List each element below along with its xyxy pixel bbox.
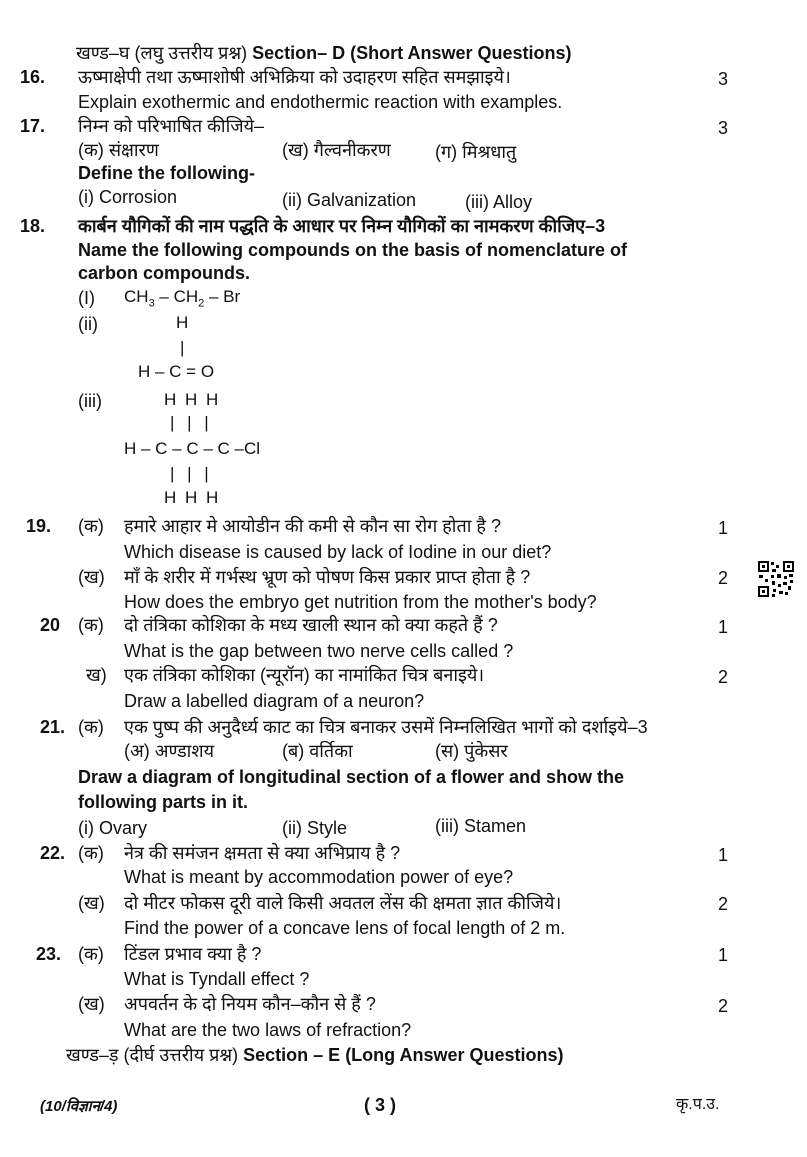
question-17-marks: 3 xyxy=(717,118,728,138)
question-16-number: 16. xyxy=(20,67,46,87)
question-21-english-option-c: (iii) Stamen xyxy=(435,816,527,836)
question-23b-label: (ख) xyxy=(78,994,105,1014)
section-d-heading: खण्ड–घ (लघु उत्तरीय प्रश्न) Section– D (Short Answer Questions) xyxy=(76,43,572,63)
question-21-english-line2: following parts in it. xyxy=(78,792,248,812)
question-21a-label: (क) xyxy=(78,717,104,737)
question-21-english-option-a: (i) Ovary xyxy=(78,818,147,838)
question-22b-english: Find the power of a concave lens of focal length of 2 m. xyxy=(124,918,566,938)
footer-paper-code: (10/विज्ञान/4) xyxy=(40,1098,118,1115)
question-20b-english: Draw a labelled diagram of a neuron? xyxy=(124,691,425,711)
question-22-number: 22. xyxy=(40,843,66,863)
compound-2-bond: | xyxy=(180,338,185,357)
compound-1-formula: $CH_3 - CH_2$ – Br xyxy=(124,287,241,310)
question-18-english-line1: Name the following compounds on the basis of nomenclature of xyxy=(78,240,628,260)
question-17-hindi-option-c: (ग) मिश्रधातु xyxy=(435,142,517,162)
question-18-number: 18. xyxy=(20,216,46,236)
question-16-english: Explain exothermic and endothermic reaction with examples. xyxy=(78,92,563,112)
question-17-hindi-option-a: (क) संक्षारण xyxy=(78,140,159,160)
question-20a-english: What is the gap between two nerve cells called ? xyxy=(124,641,514,661)
question-21-hindi-option-b: (ब) वर्तिका xyxy=(282,741,353,761)
question-18-part-iii-label: (iii) xyxy=(78,391,102,411)
question-20b-hindi: एक तंत्रिका कोशिका (न्यूरॉन) का नामांकित चित्र बनाइये। xyxy=(124,665,485,685)
question-22a-marks: 1 xyxy=(717,845,728,865)
question-17-english-option-a: (i) Corrosion xyxy=(78,187,178,207)
compound-2-row: H – C = O xyxy=(138,362,215,381)
section-e-heading: खण्ड–ड़ (दीर्घ उत्तरीय प्रश्न) Section – E (Long Answer Questions) xyxy=(66,1045,564,1065)
question-20a-label: (क) xyxy=(78,615,104,635)
question-21-hindi-option-a: (अ) अण्डाशय xyxy=(124,741,215,761)
compound-3-bottom-h: H H H xyxy=(164,488,219,507)
question-22a-hindi: नेत्र की समंजन क्षमता से क्या अभिप्राय है ? xyxy=(124,843,401,863)
question-23a-english: What is Tyndall effect ? xyxy=(124,969,310,989)
question-19a-english: Which disease is caused by lack of Iodine in our diet? xyxy=(124,542,552,562)
compound-3-top-h: H H H xyxy=(164,390,219,409)
question-17-number: 17. xyxy=(20,116,46,136)
question-23a-hindi: टिंडल प्रभाव क्या है ? xyxy=(124,944,262,964)
question-19a-hindi: हमारे आहार मे आयोडीन की कमी से कौन सा रोग होता है ? xyxy=(124,516,501,536)
footer-pto: कृ.प.उ. xyxy=(676,1096,720,1113)
question-23-number: 23. xyxy=(36,944,62,964)
question-21-hindi-option-c: (स) पुंकेसर xyxy=(435,741,508,761)
question-20b-label: ख) xyxy=(86,665,107,685)
question-17-hindi-option-b: (ख) गैल्वनीकरण xyxy=(282,140,391,160)
question-21-english-option-b: (ii) Style xyxy=(282,818,348,838)
question-21-number: 21. xyxy=(40,717,66,737)
question-23a-marks: 1 xyxy=(717,945,728,965)
question-19b-hindi: माँ के शरीर में गर्भस्थ भ्रूण को पोषण किस प्रकार प्राप्त होता है ? xyxy=(124,567,531,587)
question-17-english-option-c: (iii) Alloy xyxy=(465,192,533,212)
question-18-hindi: कार्बन यौगिकों की नाम पद्धति के आधार पर निम्न यौगिकों का नामकरण कीजिए–3 xyxy=(78,216,606,236)
question-18-english-line2: carbon compounds. xyxy=(78,263,251,283)
question-22b-hindi: दो मीटर फोकस दूरी वाले किसी अवतल लेंस की क्षमता ज्ञात कीजिये। xyxy=(124,893,562,913)
question-20a-marks: 1 xyxy=(717,617,728,637)
question-20-number: 20 xyxy=(40,615,61,635)
question-17-english: Define the following- xyxy=(78,163,255,183)
question-16-marks: 3 xyxy=(717,69,728,89)
question-19b-label: (ख) xyxy=(78,567,105,587)
question-23b-english: What are the two laws of refraction? xyxy=(124,1020,412,1040)
footer-page-number: ( 3 ) xyxy=(364,1095,397,1115)
question-23a-label: (क) xyxy=(78,944,104,964)
question-17-hindi: निम्न को परिभाषित कीजिये– xyxy=(78,116,265,136)
question-22b-marks: 2 xyxy=(717,894,728,914)
compound-3-row: H – C – C – C –Cl xyxy=(124,439,261,458)
question-21-hindi: एक पुष्प की अनुदैर्ध्य काट का चित्र बनाकर उसमें निम्नलिखित भागों को दर्शाइये–3 xyxy=(124,717,648,737)
question-20b-marks: 2 xyxy=(717,667,728,687)
question-23b-hindi: अपवर्तन के दो नियम कौन–कौन से हैं ? xyxy=(124,994,376,1014)
question-18-part-ii-label: (ii) xyxy=(78,314,98,334)
compound-2-top-h: H xyxy=(176,313,189,332)
question-20a-hindi: दो तंत्रिका कोशिका के मध्य खाली स्थान को क्या कहते हैं ? xyxy=(124,615,498,635)
question-19-number: 19. xyxy=(26,516,52,536)
question-23b-marks: 2 xyxy=(717,996,728,1016)
question-21-english-line1: Draw a diagram of longitudinal section of a flower and show the xyxy=(78,767,625,787)
question-17-english-option-b: (ii) Galvanization xyxy=(282,190,417,210)
question-18-part-i-label: (I) xyxy=(78,288,95,308)
compound-3-top-bonds: | | | xyxy=(170,413,209,432)
question-22a-english: What is meant by accommodation power of eye? xyxy=(124,867,514,887)
qr-code-image xyxy=(757,560,795,598)
question-19b-english: How does the embryo get nutrition from the mother's body? xyxy=(124,592,597,612)
question-16-hindi: ऊष्माक्षेपी तथा ऊष्माशोषी अभिक्रिया को उदाहरण सहित समझाइये। xyxy=(78,67,511,87)
question-22b-label: (ख) xyxy=(78,893,105,913)
question-19b-marks: 2 xyxy=(717,568,728,588)
question-19a-label: (क) xyxy=(78,516,104,536)
question-22a-label: (क) xyxy=(78,843,104,863)
compound-3-bottom-bonds: | | | xyxy=(170,464,209,483)
question-19a-marks: 1 xyxy=(717,518,728,538)
